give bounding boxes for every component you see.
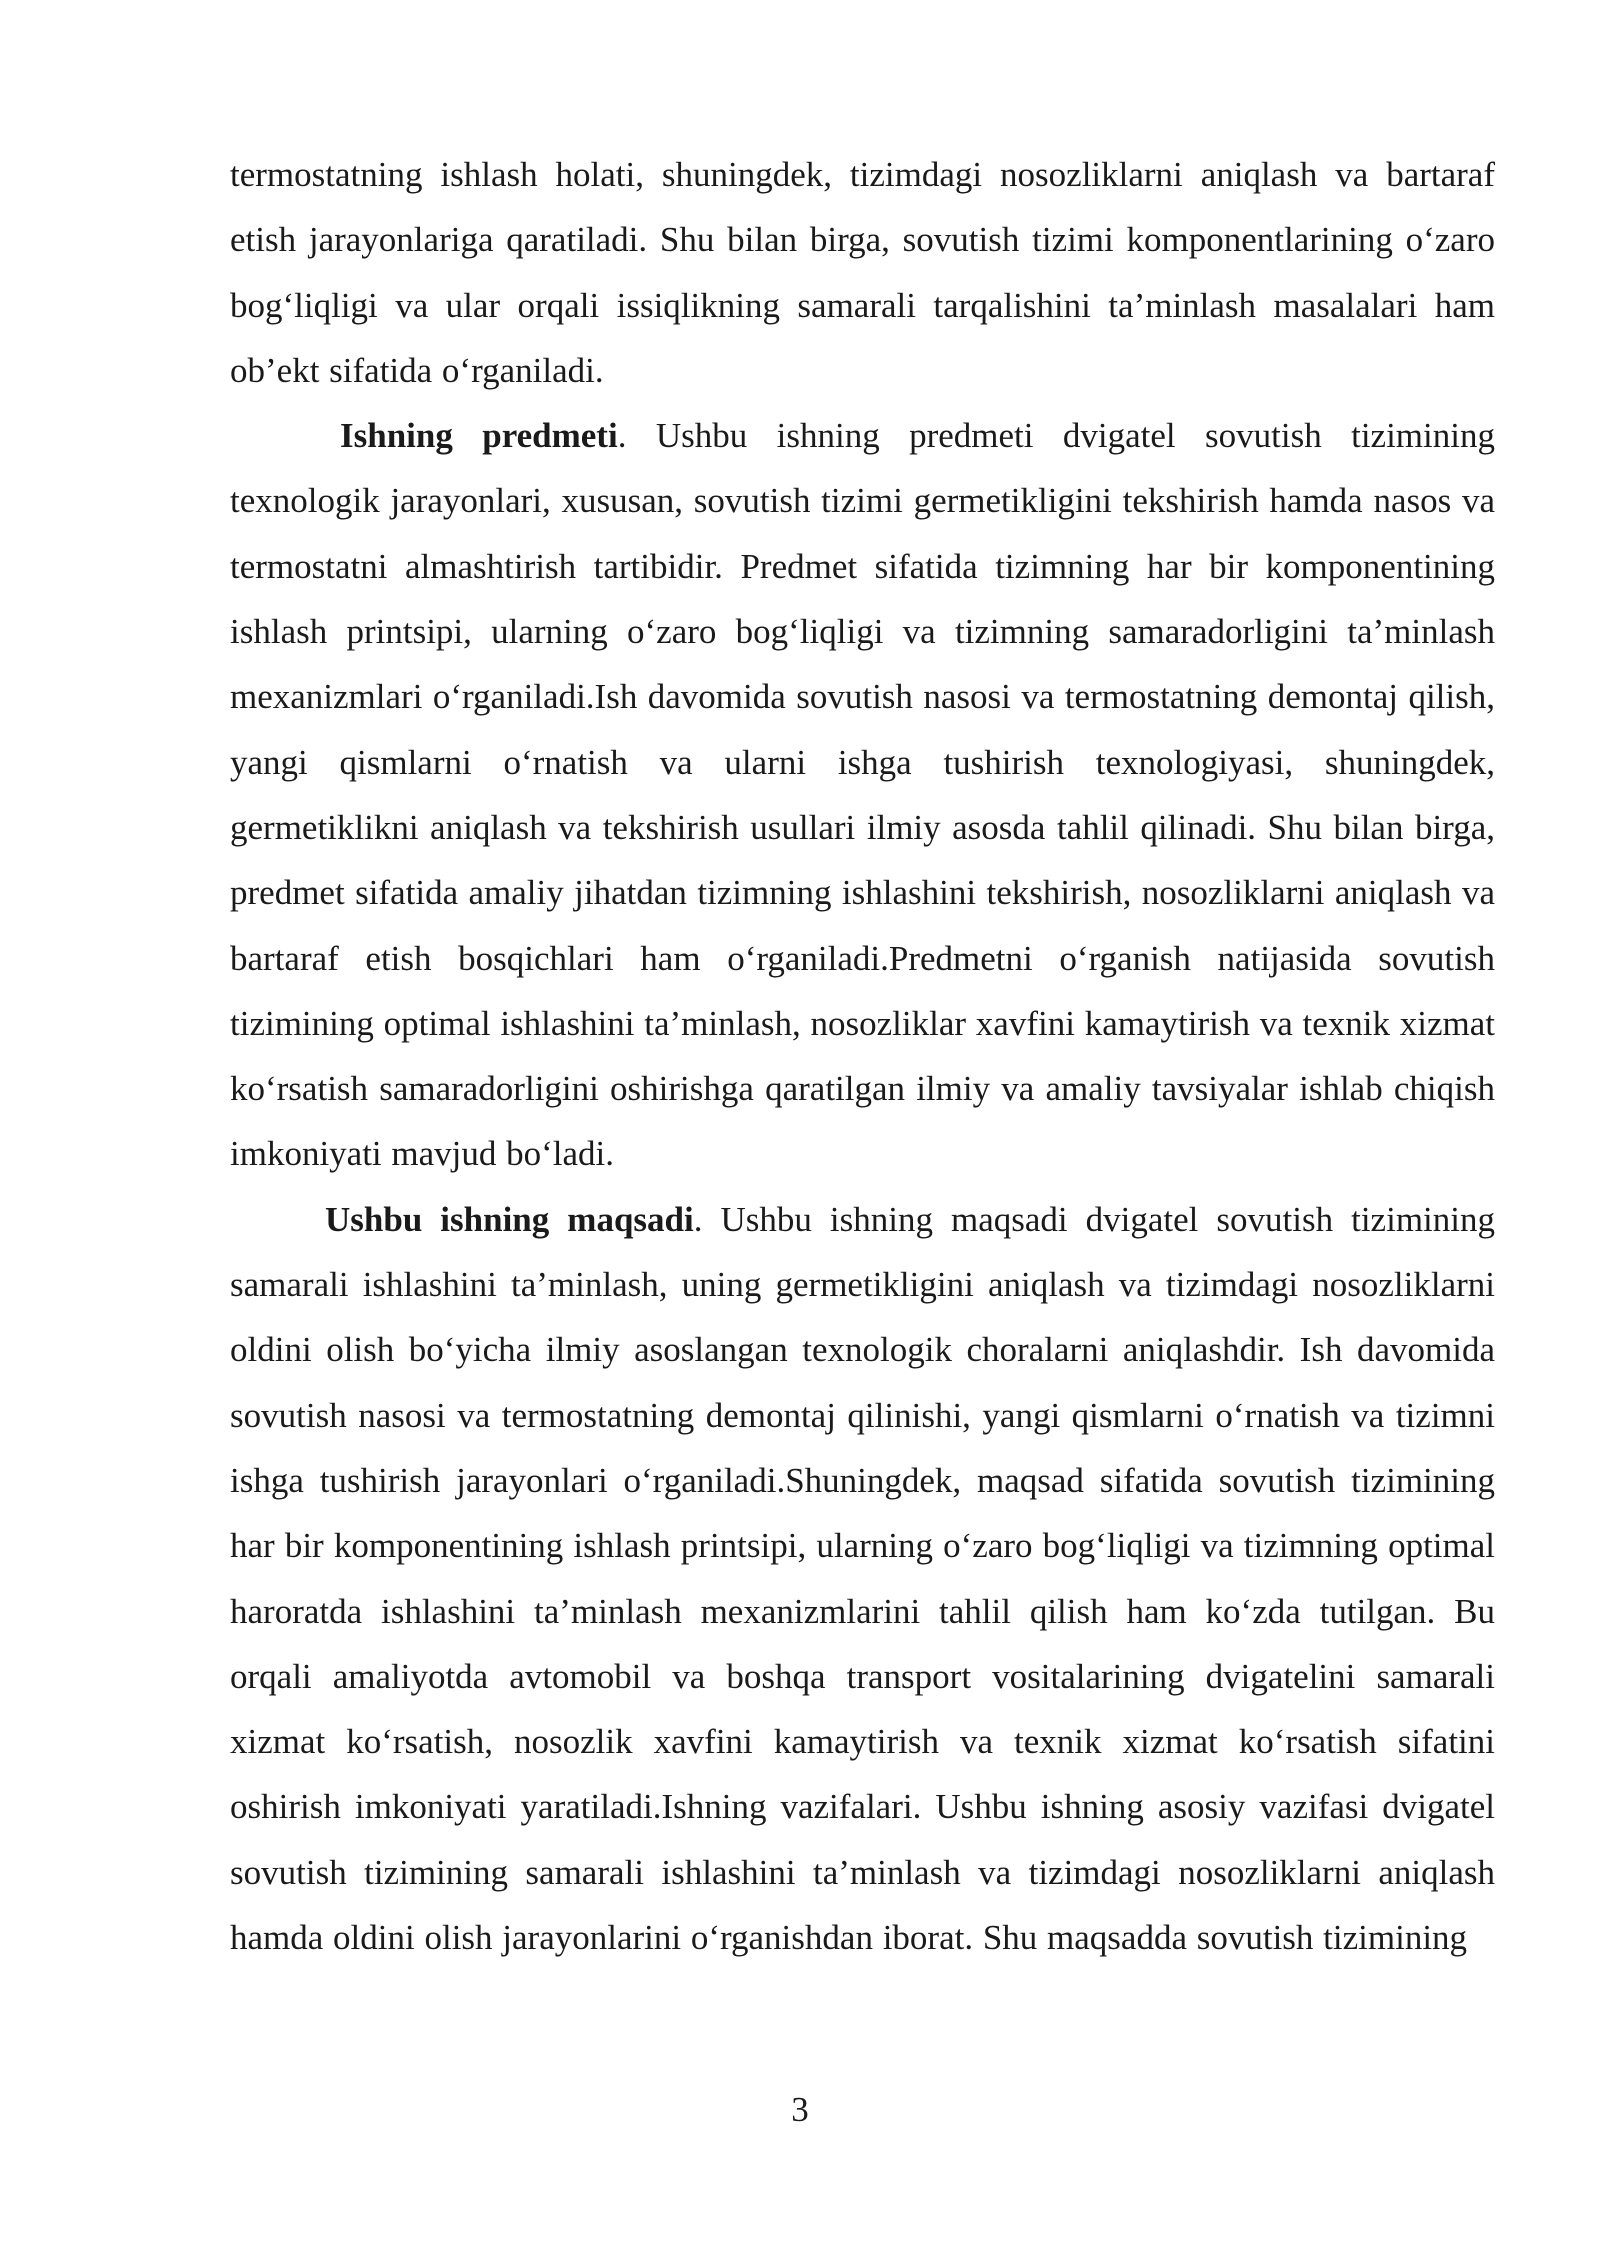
subject-heading: Ishning predmeti [340,416,618,456]
paragraph-continuation: termostatning ishlash holati, shuningdek, tizimdagi nosozliklarni aniqlash va bartaraf etish jarayonlariga qaratiladi. Shu bilan birga, sovutish tizimi komponentlarining o‘zaro bog‘liqligi va ular orqali issiqlikning samarali tarqalishini ta’minlash masalalari ham ob’ekt sifatida o‘rganiladi. [230,155,1495,390]
goal-heading: Ushbu ishning maqsadi [325,1199,694,1239]
paragraph-subject [230,403,1495,1187]
goal-text: . Ushbu ishning maqsadi dvigatel sovutish tizimining samarali ishlashini ta’minlash, uning germetikligini aniqlash va tizimdagi nosozliklarni oldini olish bo‘yicha ilmiy asoslangan texnologik choralarni aniqlashdir. Ish davomida sovutish nasosi va termostatning demontaj qilinishi, yangi qismlarni o‘rnatish va tizimni ishga tushirish jarayonlari o‘rganiladi.Shuningdek, maqsad sifatida sovutish tizimining har bir komponentining ishlash printsipi, ularning o‘zaro bog‘liqligi va tizimning optimal haroratda ishlashini ta’minlash mexanizmlarini tahlil qilish ham ko‘zda tutilgan. Bu orqali amaliyotda avtomobil va boshqa transport vositalarining dvigatelini samarali xizmat ko‘rsatish, nosozlik xavfini kamaytirish va texnik xizmat ko‘rsatish sifatini oshirish imkoniyati yaratiladi.Ishning vazifalari. Ushbu ishning asosiy vazifasi dvigatel sovutish tizimining samarali ishlashini ta’minlash va tizimdagi nosozliklarni aniqlash hamda oldini olish jarayonlarini o‘rganishdan iborat. Shu maqsadda sovutish tizimining [230,1199,1495,1958]
page-number: 3 [791,2090,809,2129]
body-text [230,142,1495,1970]
subject-text: . Ushbu ishning predmeti dvigatel sovutish tizimining texnologik jarayonlari, xususan, sovutish tizimi germetikligini tekshirish hamda nasos va termostatni almashtirish tartibidir. Predmet sifatida tizimning har bir komponentining ishlash printsipi, ularning o‘zaro bog‘liqligi va tizimning samaradorligini ta’minlash mexanizmlari o‘rganiladi.Ish davomida sovutish nasosi va termostatning demontaj qilish, yangi qismlarni o‘rnatish va ularni ishga tushirish texnologiyasi, shuningdek, germetiklikni aniqlash va tekshirish usullari ilmiy asosda tahlil qilinadi. Shu bilan birga, predmet sifatida amaliy jihatdan tizimning ishlashini tekshirish, nosozliklarni aniqlash va bartaraf etish bosqichlari ham o‘rganiladi.Predmetni o‘rganish natijasida sovutish tizimining optimal ishlashini ta’minlash, nosozliklar xavfini kamaytirish va texnik xizmat ko‘rsatish samaradorligini oshirishga qaratilgan ilmiy va amaliy tavsiyalar ishlab chiqish imkoniyati mavjud bo‘ladi. [230,416,1495,1174]
paragraph-goal [230,1187,1495,1971]
